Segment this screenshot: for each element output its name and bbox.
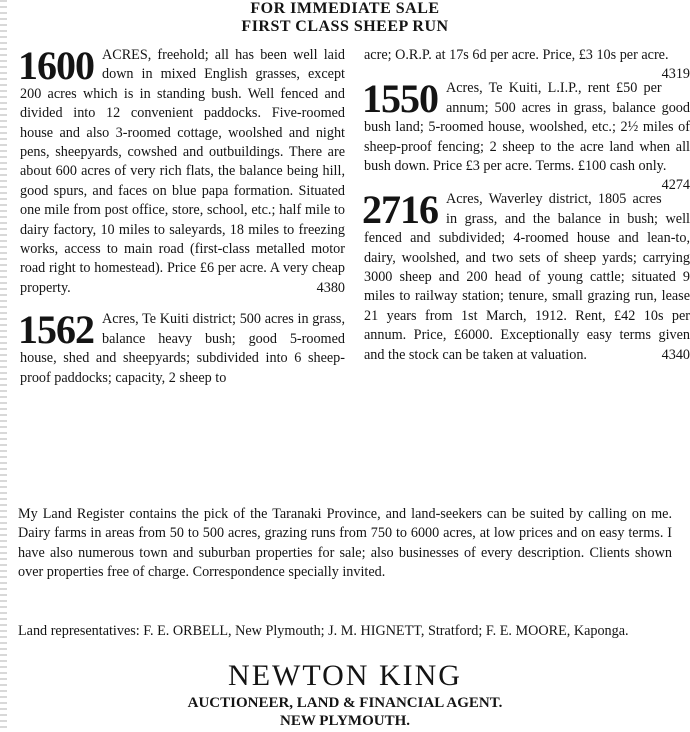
right-column <box>364 46 690 365</box>
listing-ref-number: 4274 <box>661 177 690 194</box>
scan-edge-artifact <box>0 0 7 732</box>
listing-1562-continued <box>364 46 690 83</box>
listing-1550 <box>362 76 690 194</box>
header-line-2: FIRST CLASS SHEEP RUN <box>241 18 449 35</box>
land-representatives: Land representatives: F. E. ORBELL, New Plymouth; J. M. HIGNETT, Stratford; F. E. MOORE, Kaponga. <box>18 623 629 639</box>
listing-ref-number: 4380 <box>316 279 345 296</box>
listing-2716 <box>362 187 690 365</box>
listing-ref-number: 4340 <box>661 346 690 363</box>
land-register-paragraph: My Land Register contains the pick of the Taranaki Province, and land-seekers can be suited by calling on me. Dairy farms in areas from 50 to 500 acres, grazing runs from 750 to 6000 acres, at low prices and on easy terms. I have also numerous town and suburban properties for sale; also businesses of every description. Clients shown over properties free of charge. Correspondence specially invited. <box>18 506 672 581</box>
listing-text: ACRES, freehold; all has been well laid down in mixed English grasses, except 200 acres which is in standing bush. Well fenced and divided into 12 convenient paddocks. Five-roomed house and also 3-roomed cottage, woolshed and night pens, sheepyards, cowshed and outbuildings. There are about 600 acres of very rich flats, the balance being hill, good spurs, and faces on blue papa formation. Situated one mile from post office, store, school, etc.; half mile to dairy factory, 10 miles to saleyards, 18 miles to freezing works, access to main road (first-class metalled motor road right to homestead). Price £6 per acre. A very cheap property. <box>20 47 345 296</box>
listing-text: Acres, Waverley district, 1805 acres in grass, and the balance in bush; well fenced and subdivided; 4-roomed house and lean-to, dairy, woolshed, and two sets of sheep yards; carrying 3000 sheep and 200 head of young cattle; situated 9 miles to railway station; tenure, small grazing run, lease 21 years from 1st March, 1912. Rent, £42 10s per annum. Price, £6000. Exceptionally easy terms given and the stock can be taken at valuation. <box>364 191 690 363</box>
listing-text: Acres, Te Kuiti district; 500 acres in grass, balance heavy bush; good 5-roomed house, shed and sheepyards; subdivided into 6 sheep-proof paddocks; capacity, 2 sheep to <box>20 311 345 386</box>
listing-acres-number: 1562 <box>18 307 94 353</box>
listing-text-continued: acre; O.R.P. at 17s 6d per acre. Price, £3 10s per acre. <box>364 47 669 63</box>
listing-acres-number: 1600 <box>18 43 94 88</box>
header-line-1: FOR IMMEDIATE SALE <box>250 0 440 17</box>
firm-subtitle: AUCTIONEER, LAND & FINANCIAL AGENT. <box>187 695 503 711</box>
firm-name: NEWTON KING <box>228 659 462 692</box>
listing-1600 <box>18 43 345 298</box>
listing-acres-number: 1550 <box>362 76 438 122</box>
listing-text: Acres, Te Kuiti, L.I.P., rent £50 per annum; 500 acres in grass, balance good bush land; 5-roomed house, woolshed, etc.; 2½ miles of sheep-proof fencing; 2 sheep to the acre land when all bush down. Price £3 per acre. Terms. £100 cash only. <box>364 80 690 175</box>
listing-1562 <box>18 307 345 388</box>
listing-ref-number: 4319 <box>661 66 690 83</box>
listing-acres-number: 2716 <box>362 187 438 233</box>
left-column <box>18 43 345 388</box>
firm-city: NEW PLYMOUTH. <box>279 713 411 729</box>
